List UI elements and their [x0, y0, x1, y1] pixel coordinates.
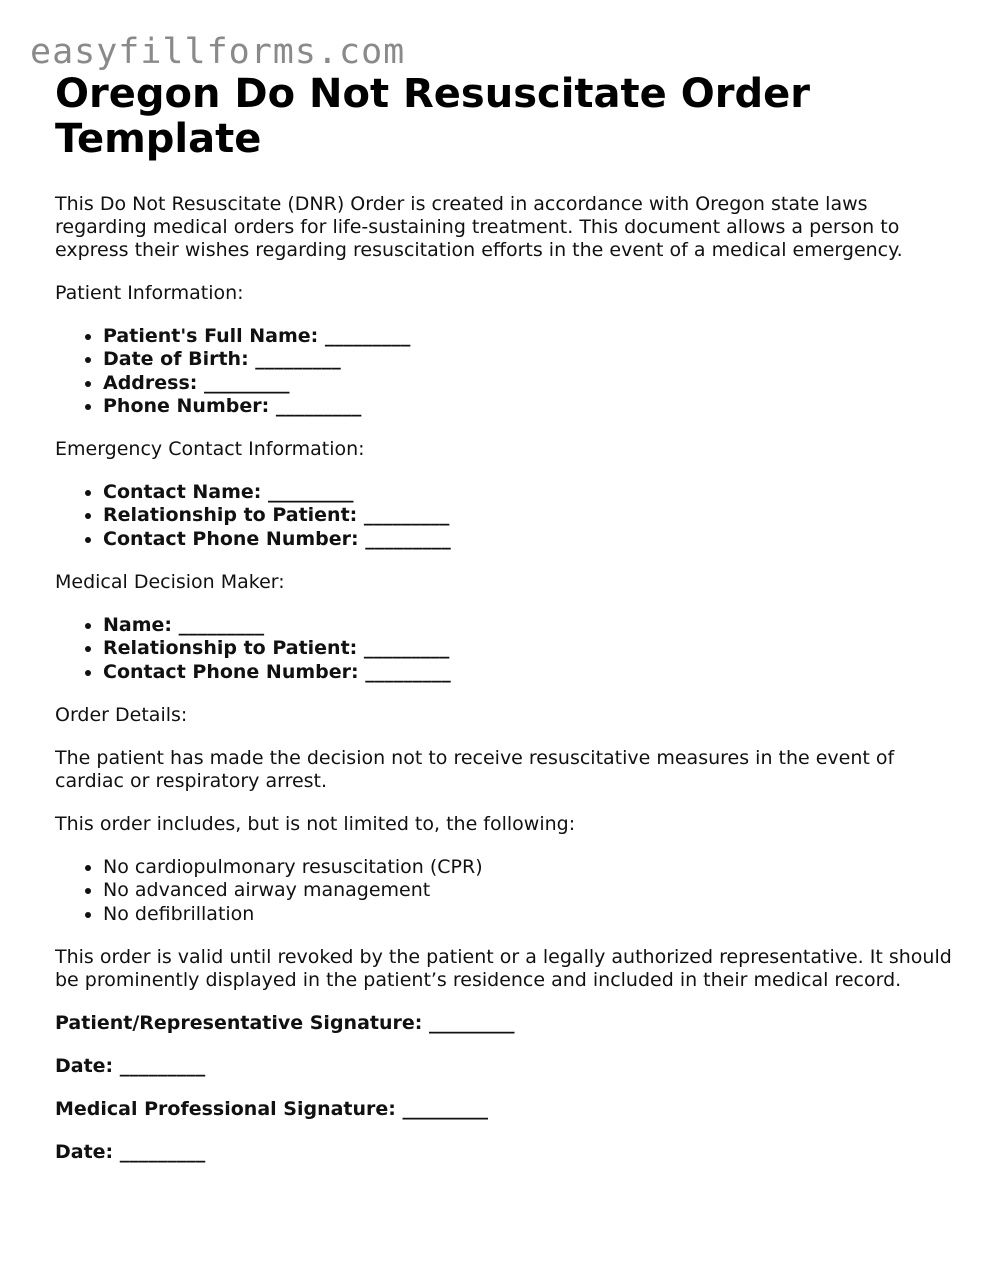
- date-of-birth-field: • Date of Birth: _________: [103, 348, 955, 371]
- order-item: • No cardiopulmonary resuscitation (CPR): [103, 856, 955, 879]
- address-field: • Address: _________: [103, 372, 955, 395]
- order-item: • No advanced airway management: [103, 879, 955, 902]
- watermark: easyfillforms.com: [30, 32, 406, 72]
- order-validity: This order is valid until revoked by the patient or a legally authorized representative. It should be prominently displayed in the patient’s residence and included in their medical record.: [55, 945, 952, 991]
- order-statement: The patient has made the decision not to receive resuscitative measures in the event of cardiac or respiratory arrest.: [55, 746, 895, 792]
- contact-relationship-field: • Relationship to Patient: _________: [103, 504, 955, 527]
- decision-maker-list: [55, 614, 955, 684]
- phone-number-field: • Phone Number: _________: [103, 395, 955, 418]
- order-details-heading: Order Details:: [55, 703, 188, 726]
- patient-full-name-field: • Patient's Full Name: _________: [103, 325, 955, 348]
- order-item: • No defibrillation: [103, 903, 955, 926]
- patient-info-list: [55, 325, 955, 418]
- decision-maker-name-field: • Name: _________: [103, 614, 955, 637]
- document-body: [55, 72, 955, 1164]
- document-title: Oregon Do Not Resuscitate Order Template: [55, 71, 810, 162]
- patient-info-heading: Patient Information:: [55, 282, 244, 304]
- contact-name-field: • Contact Name: _________: [103, 481, 955, 504]
- emergency-contact-list: [55, 481, 955, 551]
- patient-signature-date-line: Date: _________: [55, 1054, 206, 1077]
- contact-phone-field: • Contact Phone Number: _________: [103, 528, 955, 551]
- decision-maker-relationship-field: • Relationship to Patient: _________: [103, 637, 955, 660]
- intro-paragraph: This Do Not Resuscitate (DNR) Order is created in accordance with Oregon state laws regarding medical orders for life-sustaining treatment. This document allows a person to express their wishes regarding resuscitation efforts in the event of a medical emergency.: [55, 193, 903, 261]
- decision-maker-heading: Medical Decision Maker:: [55, 571, 285, 594]
- order-includes-intro: This order includes, but is not limited to, the following:: [55, 812, 576, 835]
- medical-signature-line: Medical Professional Signature: _________: [55, 1097, 489, 1120]
- medical-signature-date-line: Date: _________: [55, 1140, 206, 1163]
- order-items-list: [55, 856, 955, 926]
- patient-signature-line: Patient/Representative Signature: _________: [55, 1011, 515, 1034]
- decision-maker-phone-field: • Contact Phone Number: _________: [103, 661, 955, 684]
- emergency-contact-heading: Emergency Contact Information:: [55, 438, 365, 461]
